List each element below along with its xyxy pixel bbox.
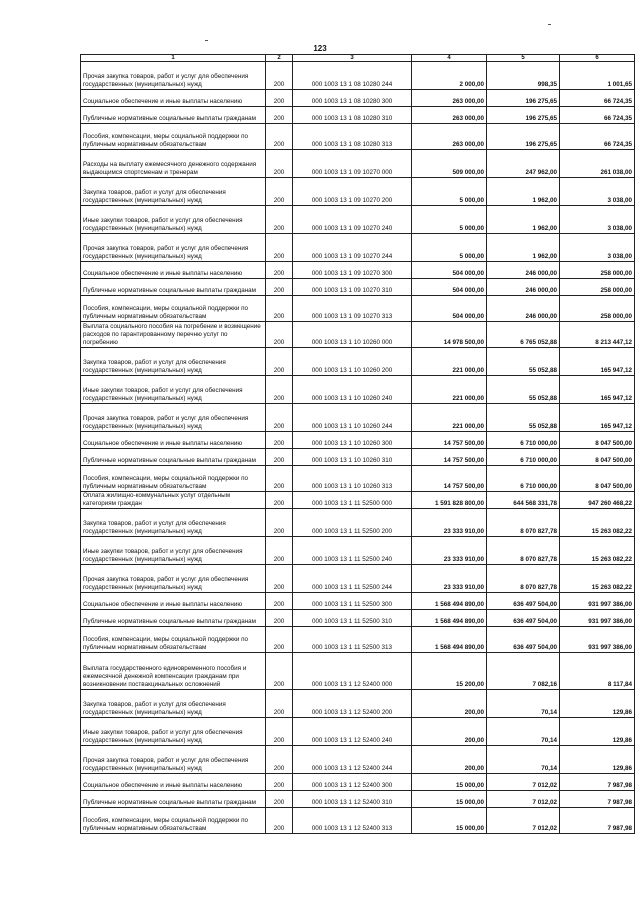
line-code-cell: 200 <box>266 610 293 627</box>
executed-amount-cell: 6 765 052,88 <box>487 322 560 348</box>
approved-amount-cell: 5 000,00 <box>412 178 487 206</box>
approved-amount-cell: 1 568 494 890,00 <box>412 610 487 627</box>
table-row <box>81 206 635 234</box>
line-code-cell: 200 <box>266 322 293 348</box>
line-code-cell: 200 <box>266 808 293 834</box>
column-header: 3 <box>293 55 412 62</box>
approved-amount-cell: 504 000,00 <box>412 296 487 322</box>
executed-amount-cell: 998,35 <box>487 62 560 90</box>
executed-amount-cell: 8 070 827,78 <box>487 537 560 565</box>
table-row <box>81 718 635 746</box>
expense-name-cell: Закупка товаров, работ и услуг для обеспечения государственных (муниципальных) нужд <box>81 509 266 537</box>
column-header: 4 <box>412 55 487 62</box>
expense-name-cell: Пособия, компенсации, меры социальной поддержки по публичным нормативным обязательствам <box>81 627 266 653</box>
line-code-cell: 200 <box>266 653 293 690</box>
budget-classification-code-cell: 000 1003 13 1 08 10280 313 <box>293 124 412 150</box>
expense-name-cell: Социальное обеспечение и иные выплаты населению <box>81 90 266 107</box>
expense-name-cell: Публичные нормативные социальные выплаты гражданам <box>81 107 266 124</box>
expense-name-cell: Публичные нормативные социальные выплаты гражданам <box>81 610 266 627</box>
approved-amount-cell: 15 000,00 <box>412 808 487 834</box>
budget-classification-code-cell: 000 1003 13 1 11 52500 310 <box>293 610 412 627</box>
expense-name-cell: Оплата жилищно-коммунальных услуг отдельным категориям граждан <box>81 492 266 509</box>
unexecuted-amount-cell: 931 997 386,00 <box>560 627 635 653</box>
budget-classification-code-cell: 000 1003 13 1 12 52400 300 <box>293 774 412 791</box>
line-code-cell: 200 <box>266 404 293 432</box>
unexecuted-amount-cell: 947 260 468,22 <box>560 492 635 509</box>
executed-amount-cell: 196 275,65 <box>487 90 560 107</box>
column-header: 5 <box>487 55 560 62</box>
table-row <box>81 124 635 150</box>
unexecuted-amount-cell: 129,86 <box>560 690 635 718</box>
page-number: 123 <box>313 44 327 53</box>
line-code-cell: 200 <box>266 124 293 150</box>
line-code-cell: 200 <box>266 62 293 90</box>
budget-classification-code-cell: 000 1003 13 1 09 10270 240 <box>293 206 412 234</box>
unexecuted-amount-cell: 3 038,00 <box>560 178 635 206</box>
approved-amount-cell: 504 000,00 <box>412 279 487 296</box>
unexecuted-amount-cell: 258 000,00 <box>560 296 635 322</box>
expense-name-cell: Иные закупки товаров, работ и услуг для обеспечения государственных (муниципальных) нужд <box>81 537 266 565</box>
expense-name-cell: Прочая закупка товаров, работ и услуг для обеспечения государственных (муниципальных) нужд <box>81 234 266 262</box>
budget-classification-code-cell: 000 1003 13 1 10 10260 300 <box>293 432 412 449</box>
budget-classification-code-cell: 000 1003 13 1 09 10270 000 <box>293 150 412 178</box>
line-code-cell: 200 <box>266 627 293 653</box>
executed-amount-cell: 636 497 504,00 <box>487 593 560 610</box>
budget-classification-code-cell: 000 1003 13 1 10 10260 240 <box>293 376 412 404</box>
line-code-cell: 200 <box>266 376 293 404</box>
line-code-cell: 200 <box>266 279 293 296</box>
executed-amount-cell: 1 962,00 <box>487 206 560 234</box>
table-row <box>81 537 635 565</box>
table-row <box>81 90 635 107</box>
approved-amount-cell: 23 333 910,00 <box>412 565 487 593</box>
expense-name-cell: Иные закупки товаров, работ и услуг для обеспечения государственных (муниципальных) нужд <box>81 206 266 234</box>
table-row <box>81 653 635 690</box>
expense-name-cell: Публичные нормативные социальные выплаты гражданам <box>81 449 266 466</box>
table-row <box>81 791 635 808</box>
budget-classification-code-cell: 000 1003 13 1 11 52500 300 <box>293 593 412 610</box>
table-row <box>81 509 635 537</box>
approved-amount-cell: 23 333 910,00 <box>412 509 487 537</box>
unexecuted-amount-cell: 66 724,35 <box>560 124 635 150</box>
expense-name-cell: Публичные нормативные социальные выплаты гражданам <box>81 279 266 296</box>
line-code-cell: 200 <box>266 178 293 206</box>
executed-amount-cell: 246 000,00 <box>487 279 560 296</box>
approved-amount-cell: 221 000,00 <box>412 348 487 376</box>
table-row <box>81 610 635 627</box>
unexecuted-amount-cell: 8 047 500,00 <box>560 449 635 466</box>
unexecuted-amount-cell: 3 038,00 <box>560 234 635 262</box>
table-row <box>81 449 635 466</box>
budget-classification-code-cell: 000 1003 13 1 11 52500 244 <box>293 565 412 593</box>
executed-amount-cell: 6 710 000,00 <box>487 432 560 449</box>
executed-amount-cell: 246 000,00 <box>487 262 560 279</box>
table-row <box>81 690 635 718</box>
approved-amount-cell: 23 333 910,00 <box>412 537 487 565</box>
budget-classification-code-cell: 000 1003 13 1 11 52500 313 <box>293 627 412 653</box>
unexecuted-amount-cell: 8 213 447,12 <box>560 322 635 348</box>
executed-amount-cell: 8 070 827,78 <box>487 565 560 593</box>
executed-amount-cell: 8 070 827,78 <box>487 509 560 537</box>
line-code-cell: 200 <box>266 718 293 746</box>
line-code-cell: 200 <box>266 206 293 234</box>
expense-name-cell: Закупка товаров, работ и услуг для обеспечения государственных (муниципальных) нужд <box>81 348 266 376</box>
budget-classification-code-cell: 000 1003 13 1 10 10260 200 <box>293 348 412 376</box>
unexecuted-amount-cell: 165 947,12 <box>560 376 635 404</box>
unexecuted-amount-cell: 129,86 <box>560 718 635 746</box>
expense-name-cell: Выплата государственного единовременного пособия и ежемесячной денежной компенсации гражданам при возникновении поствакцинальных осложнений <box>81 653 266 690</box>
table-row <box>81 404 635 432</box>
budget-classification-code-cell: 000 1003 13 1 10 10260 000 <box>293 322 412 348</box>
line-code-cell: 200 <box>266 234 293 262</box>
budget-classification-code-cell: 000 1003 13 1 09 10270 300 <box>293 262 412 279</box>
approved-amount-cell: 14 757 500,00 <box>412 432 487 449</box>
line-code-cell: 200 <box>266 90 293 107</box>
line-code-cell: 200 <box>266 432 293 449</box>
table-row <box>81 150 635 178</box>
table-row <box>81 466 635 492</box>
executed-amount-cell: 55 052,88 <box>487 376 560 404</box>
executed-amount-cell: 7 012,02 <box>487 808 560 834</box>
approved-amount-cell: 200,00 <box>412 746 487 774</box>
expense-name-cell: Пособия, компенсации, меры социальной поддержки по публичным нормативным обязательствам <box>81 296 266 322</box>
budget-classification-code-cell: 000 1003 13 1 12 52400 000 <box>293 653 412 690</box>
table-row <box>81 432 635 449</box>
budget-classification-code-cell: 000 1003 13 1 09 10270 313 <box>293 296 412 322</box>
budget-classification-code-cell: 000 1003 13 1 10 10260 310 <box>293 449 412 466</box>
table-row <box>81 746 635 774</box>
executed-amount-cell: 644 568 331,78 <box>487 492 560 509</box>
expense-name-cell: Социальное обеспечение и иные выплаты населению <box>81 262 266 279</box>
unexecuted-amount-cell: 66 724,35 <box>560 90 635 107</box>
executed-amount-cell: 55 052,88 <box>487 348 560 376</box>
approved-amount-cell: 221 000,00 <box>412 404 487 432</box>
table-row <box>81 178 635 206</box>
line-code-cell: 200 <box>266 593 293 610</box>
expense-name-cell: Закупка товаров, работ и услуг для обеспечения государственных (муниципальных) нужд <box>81 178 266 206</box>
executed-amount-cell: 7 012,02 <box>487 791 560 808</box>
table-row <box>81 593 635 610</box>
unexecuted-amount-cell: 66 724,35 <box>560 107 635 124</box>
line-code-cell: 200 <box>266 107 293 124</box>
expense-name-cell: Публичные нормативные социальные выплаты гражданам <box>81 791 266 808</box>
unexecuted-amount-cell: 15 263 082,22 <box>560 509 635 537</box>
column-number-row <box>81 55 635 62</box>
executed-amount-cell: 1 962,00 <box>487 234 560 262</box>
expense-name-cell: Иные закупки товаров, работ и услуг для обеспечения государственных (муниципальных) нужд <box>81 376 266 404</box>
line-code-cell: 200 <box>266 348 293 376</box>
budget-classification-code-cell: 000 1003 13 1 09 10270 200 <box>293 178 412 206</box>
column-header: 1 <box>81 55 266 62</box>
table-row <box>81 234 635 262</box>
approved-amount-cell: 1 591 828 800,00 <box>412 492 487 509</box>
column-header: 2 <box>266 55 293 62</box>
expense-name-cell: Социальное обеспечение и иные выплаты населению <box>81 774 266 791</box>
unexecuted-amount-cell: 261 038,00 <box>560 150 635 178</box>
budget-classification-code-cell: 000 1003 13 1 12 52400 313 <box>293 808 412 834</box>
budget-classification-code-cell: 000 1003 13 1 08 10280 244 <box>293 62 412 90</box>
table-row <box>81 627 635 653</box>
budget-classification-code-cell: 000 1003 13 1 10 10260 313 <box>293 466 412 492</box>
line-code-cell: 200 <box>266 296 293 322</box>
executed-amount-cell: 70,14 <box>487 718 560 746</box>
expense-name-cell: Прочая закупка товаров, работ и услуг для обеспечения государственных (муниципальных) нужд <box>81 746 266 774</box>
expense-name-cell: Расходы на выплату ежемесячного денежного содержания выдающимся спортсменам и тренерам <box>81 150 266 178</box>
executed-amount-cell: 6 710 000,00 <box>487 466 560 492</box>
unexecuted-amount-cell: 931 997 386,00 <box>560 610 635 627</box>
line-code-cell: 200 <box>266 746 293 774</box>
executed-amount-cell: 70,14 <box>487 690 560 718</box>
expense-name-cell: Социальное обеспечение и иные выплаты населению <box>81 593 266 610</box>
unexecuted-amount-cell: 7 987,98 <box>560 808 635 834</box>
executed-amount-cell: 196 275,65 <box>487 124 560 150</box>
line-code-cell: 200 <box>266 466 293 492</box>
unexecuted-amount-cell: 129,86 <box>560 746 635 774</box>
expense-name-cell: Пособия, компенсации, меры социальной поддержки по публичным нормативным обязательствам <box>81 466 266 492</box>
approved-amount-cell: 15 200,00 <box>412 653 487 690</box>
line-code-cell: 200 <box>266 690 293 718</box>
expense-name-cell: Выплата социального пособия на погребение и возмещение расходов по гарантированному перечню услуг по погребению <box>81 322 266 348</box>
unexecuted-amount-cell: 7 987,98 <box>560 774 635 791</box>
line-code-cell: 200 <box>266 449 293 466</box>
expense-name-cell: Пособия, компенсации, меры социальной поддержки по публичным нормативным обязательствам <box>81 808 266 834</box>
executed-amount-cell: 7 082,16 <box>487 653 560 690</box>
unexecuted-amount-cell: 3 038,00 <box>560 206 635 234</box>
table-row <box>81 322 635 348</box>
approved-amount-cell: 14 978 500,00 <box>412 322 487 348</box>
table-row <box>81 348 635 376</box>
table-row <box>81 565 635 593</box>
table-row <box>81 492 635 509</box>
approved-amount-cell: 15 000,00 <box>412 774 487 791</box>
budget-classification-code-cell: 000 1003 13 1 12 52400 310 <box>293 791 412 808</box>
approved-amount-cell: 200,00 <box>412 690 487 718</box>
approved-amount-cell: 221 000,00 <box>412 376 487 404</box>
budget-classification-code-cell: 000 1003 13 1 11 52500 200 <box>293 509 412 537</box>
table-row <box>81 296 635 322</box>
unexecuted-amount-cell: 15 263 082,22 <box>560 565 635 593</box>
approved-amount-cell: 504 000,00 <box>412 262 487 279</box>
approved-amount-cell: 1 568 494 890,00 <box>412 627 487 653</box>
approved-amount-cell: 14 757 500,00 <box>412 449 487 466</box>
unexecuted-amount-cell: 165 947,12 <box>560 404 635 432</box>
scan-speck <box>548 24 551 25</box>
expense-name-cell: Пособия, компенсации, меры социальной поддержки по публичным нормативным обязательствам <box>81 124 266 150</box>
approved-amount-cell: 2 000,00 <box>412 62 487 90</box>
budget-classification-code-cell: 000 1003 13 1 12 52400 200 <box>293 690 412 718</box>
unexecuted-amount-cell: 165 947,12 <box>560 348 635 376</box>
budget-classification-code-cell: 000 1003 13 1 12 52400 240 <box>293 718 412 746</box>
approved-amount-cell: 15 000,00 <box>412 791 487 808</box>
executed-amount-cell: 246 000,00 <box>487 296 560 322</box>
line-code-cell: 200 <box>266 150 293 178</box>
executed-amount-cell: 55 052,88 <box>487 404 560 432</box>
executed-amount-cell: 196 275,65 <box>487 107 560 124</box>
executed-amount-cell: 247 962,00 <box>487 150 560 178</box>
approved-amount-cell: 5 000,00 <box>412 234 487 262</box>
line-code-cell: 200 <box>266 492 293 509</box>
unexecuted-amount-cell: 8 047 500,00 <box>560 432 635 449</box>
unexecuted-amount-cell: 8 117,84 <box>560 653 635 690</box>
table-row <box>81 262 635 279</box>
budget-classification-code-cell: 000 1003 13 1 08 10280 300 <box>293 90 412 107</box>
executed-amount-cell: 636 497 504,00 <box>487 627 560 653</box>
column-header: 6 <box>560 55 635 62</box>
table-body <box>81 62 635 834</box>
budget-classification-code-cell: 000 1003 13 1 08 10280 310 <box>293 107 412 124</box>
executed-amount-cell: 636 497 504,00 <box>487 610 560 627</box>
line-code-cell: 200 <box>266 791 293 808</box>
approved-amount-cell: 14 757 500,00 <box>412 466 487 492</box>
expense-name-cell: Прочая закупка товаров, работ и услуг для обеспечения государственных (муниципальных) нужд <box>81 62 266 90</box>
unexecuted-amount-cell: 7 987,98 <box>560 791 635 808</box>
unexecuted-amount-cell: 258 000,00 <box>560 279 635 296</box>
table-row <box>81 62 635 90</box>
expense-name-cell: Прочая закупка товаров, работ и услуг для обеспечения государственных (муниципальных) нужд <box>81 565 266 593</box>
table-row <box>81 279 635 296</box>
budget-classification-code-cell: 000 1003 13 1 11 52500 240 <box>293 537 412 565</box>
executed-amount-cell: 1 962,00 <box>487 178 560 206</box>
unexecuted-amount-cell: 8 047 500,00 <box>560 466 635 492</box>
line-code-cell: 200 <box>266 774 293 791</box>
expense-name-cell: Иные закупки товаров, работ и услуг для обеспечения государственных (муниципальных) нужд <box>81 718 266 746</box>
table-row <box>81 376 635 404</box>
unexecuted-amount-cell: 931 997 386,00 <box>560 593 635 610</box>
line-code-cell: 200 <box>266 509 293 537</box>
approved-amount-cell: 1 568 494 890,00 <box>412 593 487 610</box>
approved-amount-cell: 5 000,00 <box>412 206 487 234</box>
line-code-cell: 200 <box>266 537 293 565</box>
executed-amount-cell: 70,14 <box>487 746 560 774</box>
unexecuted-amount-cell: 258 000,00 <box>560 262 635 279</box>
line-code-cell: 200 <box>266 565 293 593</box>
approved-amount-cell: 509 000,00 <box>412 150 487 178</box>
table-row <box>81 808 635 834</box>
expense-name-cell: Прочая закупка товаров, работ и услуг для обеспечения государственных (муниципальных) нужд <box>81 404 266 432</box>
budget-classification-code-cell: 000 1003 13 1 12 52400 244 <box>293 746 412 774</box>
unexecuted-amount-cell: 15 263 082,22 <box>560 537 635 565</box>
unexecuted-amount-cell: 1 001,65 <box>560 62 635 90</box>
executed-amount-cell: 6 710 000,00 <box>487 449 560 466</box>
budget-classification-code-cell: 000 1003 13 1 11 52500 000 <box>293 492 412 509</box>
executed-amount-cell: 7 012,02 <box>487 774 560 791</box>
budget-classification-code-cell: 000 1003 13 1 10 10260 244 <box>293 404 412 432</box>
budget-classification-code-cell: 000 1003 13 1 09 10270 244 <box>293 234 412 262</box>
table-row <box>81 774 635 791</box>
budget-classification-code-cell: 000 1003 13 1 09 10270 310 <box>293 279 412 296</box>
budget-execution-table <box>80 54 635 834</box>
table-row <box>81 107 635 124</box>
expense-name-cell: Социальное обеспечение и иные выплаты населению <box>81 432 266 449</box>
approved-amount-cell: 263 000,00 <box>412 124 487 150</box>
approved-amount-cell: 263 000,00 <box>412 90 487 107</box>
scan-speck <box>205 40 208 41</box>
expense-name-cell: Закупка товаров, работ и услуг для обеспечения государственных (муниципальных) нужд <box>81 690 266 718</box>
approved-amount-cell: 200,00 <box>412 718 487 746</box>
line-code-cell: 200 <box>266 262 293 279</box>
approved-amount-cell: 263 000,00 <box>412 107 487 124</box>
